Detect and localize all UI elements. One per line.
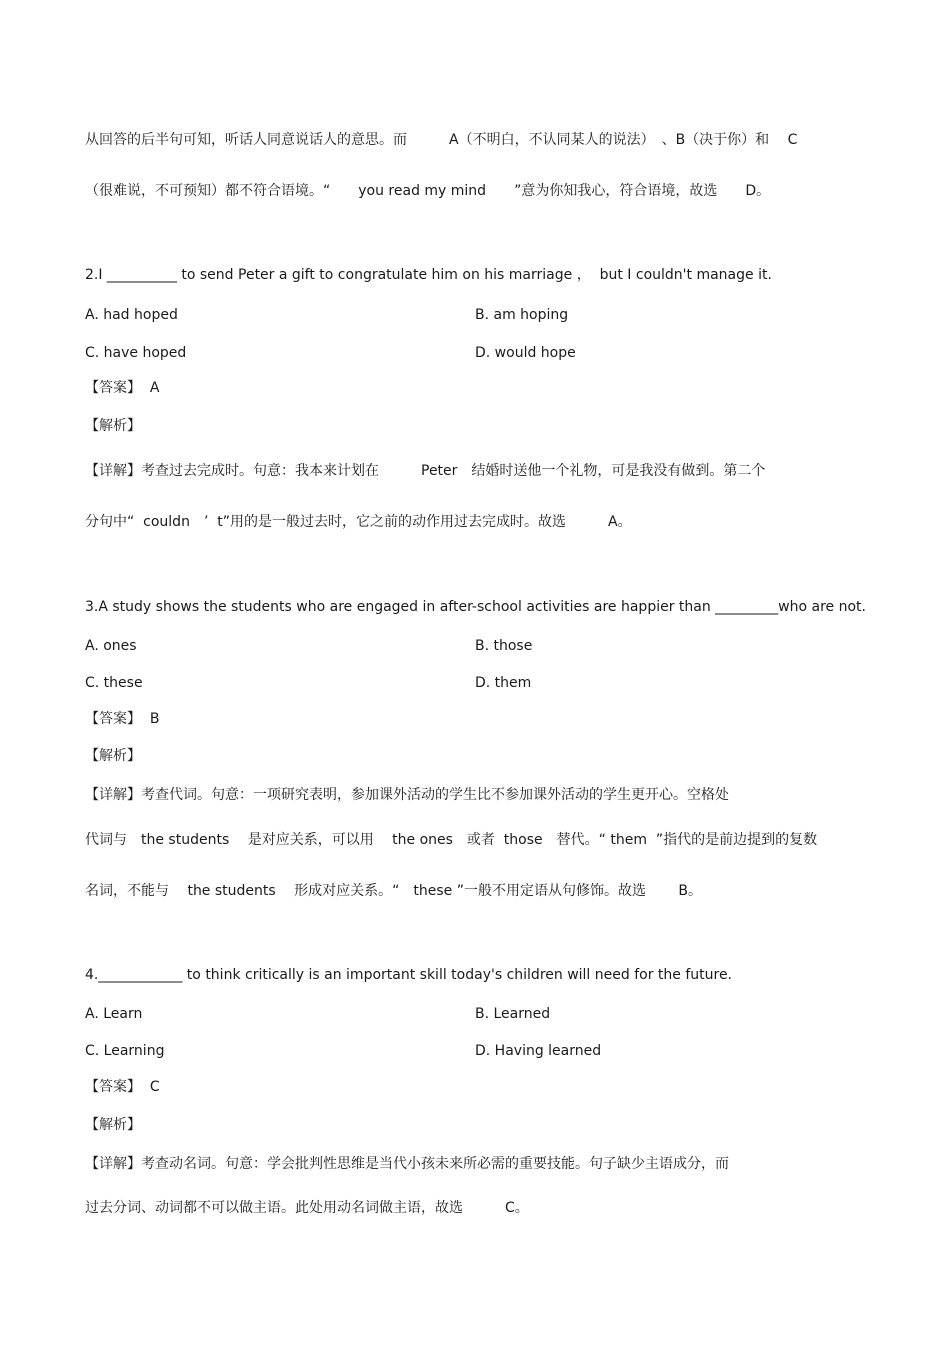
q4-detail-line1: 【详解】考查动名词。句意：学会批判性思维是当代小孩未来所必需的重要技能。句子缺少主语成分，而 [85,1156,729,1172]
q3-option-c: C. these [85,675,143,691]
q3-detail-line2: 代词与 the students 是对应关系，可以用 the ones 或者 those 替代。“ them ”指代的是前边提到的复数 [85,832,818,848]
q3-option-a: A. ones [85,638,137,654]
q4-detail-line2: 过去分词、动词都不可以做主语。此处用动名词做主语，故选 C。 [85,1200,529,1216]
q3-stem: 3.A study shows the students who are engaged in after-school activities are happier than _________who are not. [85,599,866,615]
q2-analysis-label: 【解析】 [85,418,141,434]
q3-detail-line3: 名词，不能与 the students 形成对应关系。“ these ”一般不用定语从句修饰。故选 B。 [85,883,703,899]
q4-answer: 【答案】 C [85,1079,160,1095]
q4-option-d: D. Having learned [475,1043,602,1059]
q4-analysis-label: 【解析】 [85,1117,141,1133]
q4-option-b: B. Learned [475,1006,551,1022]
q3-answer: 【答案】 B [85,711,160,727]
q2-detail-line1: 【详解】考查过去完成时。句意：我本来计划在 Peter 结婚时送他一个礼物，可是我没有做到。第二个 [85,463,766,479]
q3-option-b: B. those [475,638,533,654]
q3-analysis-label: 【解析】 [85,748,141,764]
q1-explanation-line2: （很难说，不可预知）都不符合语境。“ you read my mind ”意为你知我心，符合语境，故选 D。 [85,183,771,199]
q2-option-d: D. would hope [475,345,576,361]
q3-detail-line1: 【详解】考查代词。句意：一项研究表明，参加课外活动的学生比不参加课外活动的学生更开心。空格处 [85,787,729,803]
q1-explanation-line1: 从回答的后半句可知，听话人同意说话人的意思。而 A（不明白，不认同某人的说法） 、B（决于你）和 C [85,132,798,148]
q2-option-a: A. had hoped [85,307,178,323]
q2-stem: 2.I __________ to send Peter a gift to congratulate him on his marriage ， but I couldn't manage it. [85,267,772,283]
q2-option-b: B. am hoping [475,307,569,323]
q4-option-a: A. Learn [85,1006,143,1022]
q2-answer: 【答案】 A [85,380,160,396]
q3-option-d: D. them [475,675,532,691]
q2-option-c: C. have hoped [85,345,187,361]
q4-option-c: C. Learning [85,1043,165,1059]
q2-detail-line2: 分句中“ couldn ’ t”用的是一般过去时，它之前的动作用过去完成时。故选 A。 [85,514,632,530]
q4-stem: 4.____________ to think critically is an important skill today's children will need for the future. [85,967,733,983]
